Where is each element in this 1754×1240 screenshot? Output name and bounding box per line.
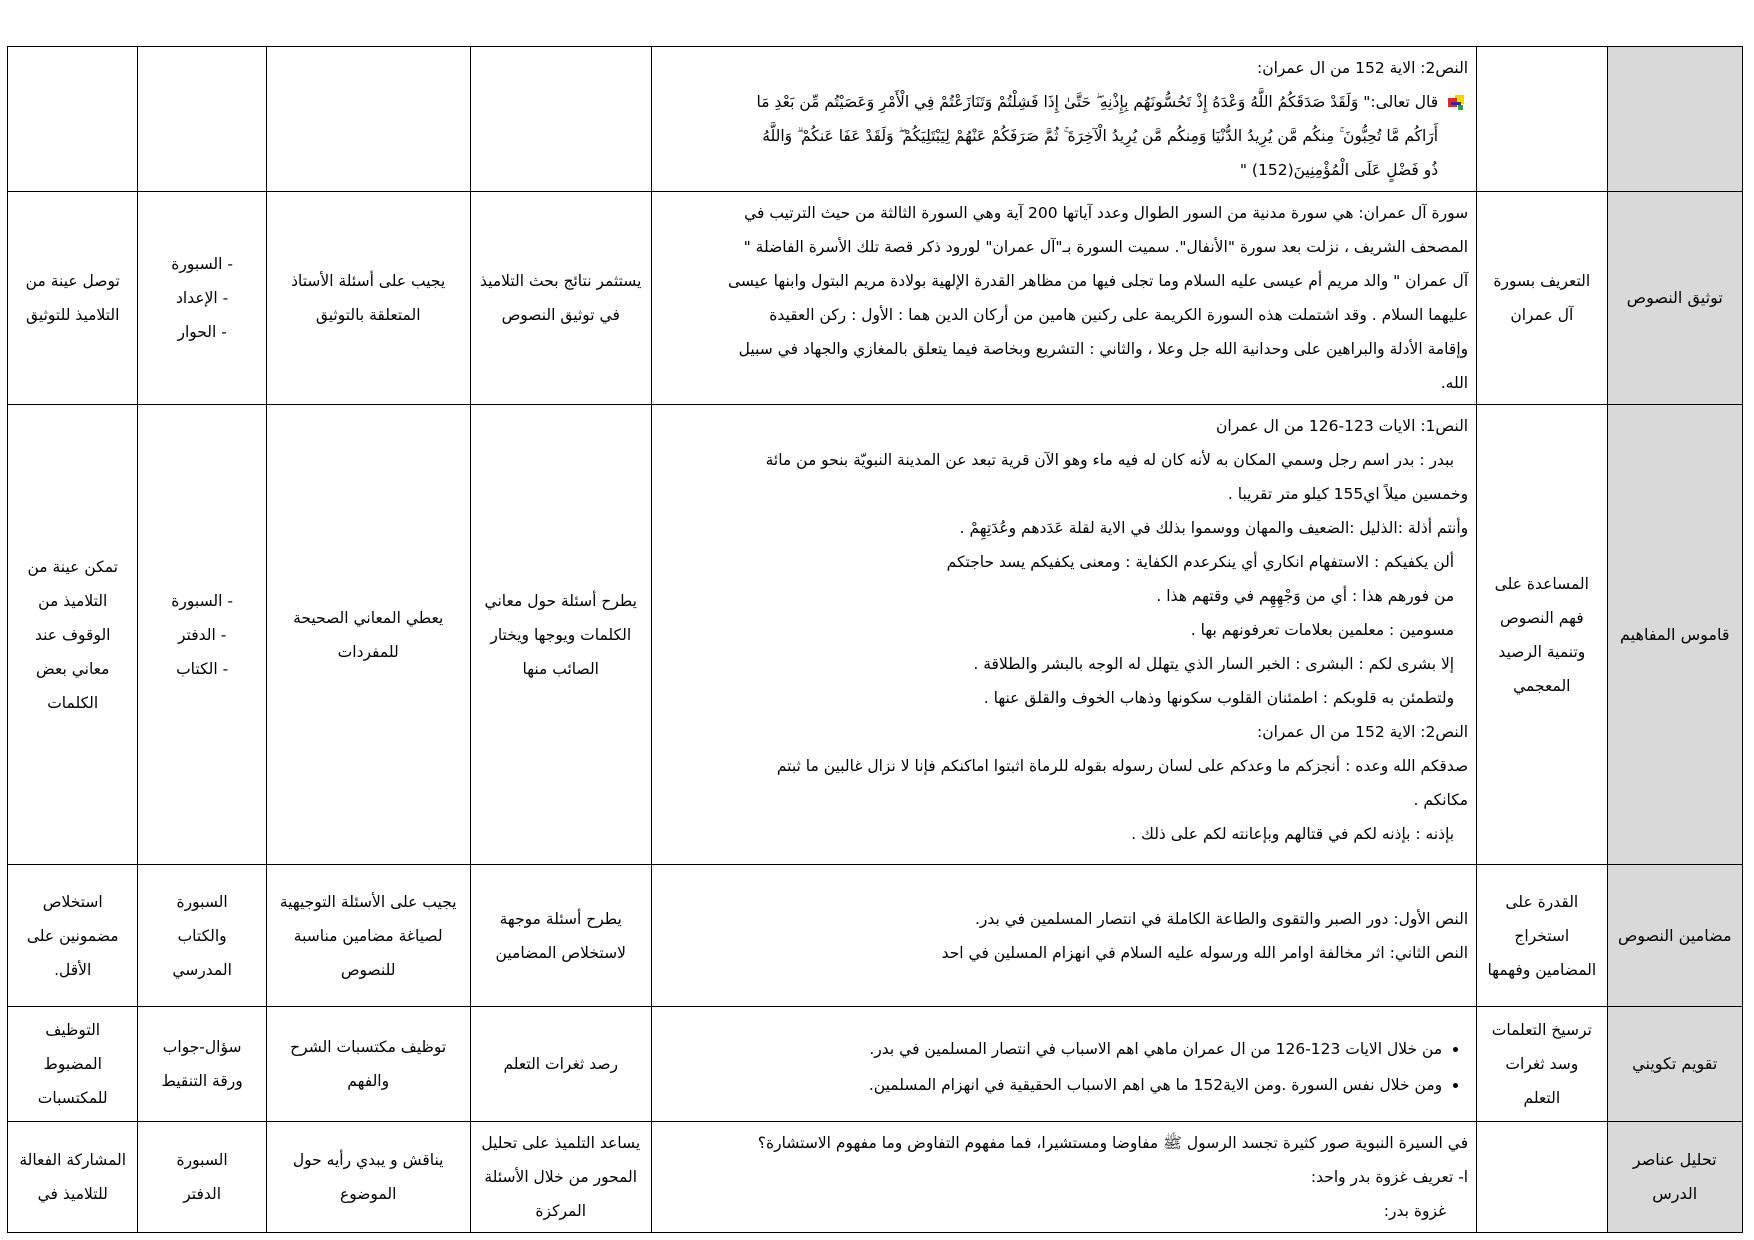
goal-cell: ترسيخ التعلمات وسد ثغرات التعلم [1477,1007,1607,1122]
support-item: السبورة [176,892,228,911]
goal-cell: التعريف بسورة آل عمران [1477,192,1607,405]
student-activity-cell: يناقش و يبدي رأيه حول الموضوع [266,1122,470,1233]
content-line: آل عمران " والد مريم أم عيسى عليه السلام وما تجلى فيها من مظاهر القدرة الإلهية بولادة مريم البتول وابنها عيسى [728,272,1469,290]
list-item: • من خلال الايات 123-126 من ال عمران ماهي اهم الاسباب في انتصار المسلمين في بدر. [660,1031,1442,1067]
content-line: مكانكم . [1413,791,1469,809]
content-line: ولتطمئن به قلوبكم : اطمئنان القلوب سكونها وذهاب الخوف والقلق عنها . [983,689,1455,707]
goal-cell [1477,1122,1607,1233]
support-cell [138,1122,266,1233]
content-line: سورة آل عمران: هي سورة مدنية من السور الطوال وعدد آياتها 200 آية وهي السورة الثالثة من حيث الترتيب في [744,204,1469,222]
content-line: أَرَاكُم مَّا تُحِبُّونَ ۚ مِنكُم مَّن يُرِيدُ الدُّنْيَا وَمِنكُم مَّن يُرِيدُ الْآخِرَةَ ۚ ثُمَّ صَرَفَكُمْ عَنْهُمْ لِيَبْتَلِيَكُمْ ۖ وَلَقَدْ عَفَا عَنكُمْ ۗ وَاللَّهُ [762,127,1439,145]
support-item: سؤال-جواب [162,1038,242,1056]
evaluation-cell: توصل عينة من التلاميذ للتوثيق [8,192,138,405]
support-item: الدفتر [183,1185,222,1203]
table-row [8,865,1743,1007]
content-line: وأنتم أذلة :الذليل :الضعيف والمهان ووسموا بذلك في الاية لقلة عَدَدهم وعُدَتِهِمْ . [959,519,1469,537]
teacher-activity-cell [470,47,651,192]
table-row [8,405,1743,865]
teacher-activity-cell: رصد ثغرات التعلم [470,1007,651,1122]
evaluation-cell: تمكن عينة من التلاميذ من الوقوف عند معاني بعض الكلمات [8,405,138,865]
teacher-activity-cell: يطرح أسئلة موجهة لاستخلاص المضامين [470,865,651,1007]
support-item: المدرسي [172,960,232,979]
list-item: • ومن خلال نفس السورة .ومن الاية152 ما هي اهم الاسباب الحقيقية في انهزام المسلمين. [660,1067,1442,1103]
goal-cell: المساعدة على فهم النصوص وتنمية الرصيد المعجمي [1477,405,1607,865]
content-line: النص2: الاية 152 من ال عمران: [1256,59,1469,77]
evaluation-cell: استخلاص مضمونين على الأقل. [8,865,138,1007]
student-activity-cell: يجيب على أسئلة الأستاذ المتعلقة بالتوثيق [266,192,470,405]
stage-cell: قاموس المفاهيم [1607,405,1742,865]
content-line: ذُو فَضْلٍ عَلَى الْمُؤْمِنِينَ(152) " [1239,161,1439,179]
content-line: إلا بشرى لكم : البشرى : الخبر السار الذي يتهلل له الوجه بالبشر والطلاقة . [973,655,1455,673]
content-cell [651,1122,1476,1233]
content-cell [651,47,1476,192]
stage-cell: تحليل عناصر الدرس [1607,1122,1742,1233]
evaluation-cell: التوظيف المضبوط للمكتسبات [8,1007,138,1122]
content-line: النص الأول: دور الصبر والتقوى والطاعة الكاملة في انتصار المسلمين في بدر. [974,909,1469,928]
table-row [8,47,1743,192]
bullet-list [660,1031,1468,1103]
content-cell [651,1007,1476,1122]
support-cell [138,192,266,405]
content-cell [651,865,1476,1007]
quran-quote [660,85,1468,187]
stage-cell [1607,47,1742,192]
table-row [8,1007,1743,1122]
support-item: - الحوار [177,323,227,341]
content-cell [651,192,1476,405]
support-item: - السبورة [171,255,233,273]
content-line: قال تعالى:" وَلَقَدْ صَدَقَكُمُ اللَّهُ وَعْدَهُ إِذْ تَحُسُّونَهُم بِإِذْنِهِ ۖ حَتَّىٰ إِذَا فَشِلْتُمْ وَتَنَازَعْتُمْ فِي الْأَمْرِ وَعَصَيْتُم مِّن بَعْدِ مَا [756,93,1439,111]
content-line: عليهما السلام . وقد اشتملت هذه السورة الكريمة على ركنين هامين من أركان الدين هما : الأول : ركن العقيدة [769,306,1469,324]
goal-cell: القدرة على استخراج المضامين وفهمها [1477,865,1607,1007]
table-row [8,192,1743,405]
teacher-activity-cell: يساعد التلميذ على تحليل المحور من خلال الأسئلة المركزة [470,1122,651,1233]
support-cell [138,865,266,1007]
goal-cell [1477,47,1607,192]
stage-cell: تقويم تكويني [1607,1007,1742,1122]
content-line: ألن يكفيكم : الاستفهام انكاري أي ينكرعدم الكفاية : ومعنى يكفيكم يسد حاجتكم [946,553,1455,571]
content-line: الله. [1440,374,1469,392]
content-line: ا- تعريف غزوة بدر واحد: [1310,1168,1469,1186]
support-cell [138,1007,266,1122]
support-item: ورقة التنقيط [161,1072,243,1090]
content-line: النص الثاني: اثر مخالفة اوامر الله ورسوله عليه السلام في انهزام المسلين في احد [941,943,1469,962]
support-item: - السبورة [171,591,233,610]
content-line: ببدر : بدر اسم رجل وسمي المكان به لأنه كان له فيه ماء وهو الآن قرية تبعد عن المدينة النبويّة بنحو من مائة [765,451,1455,469]
lesson-plan-table [7,46,1743,1233]
stage-cell: توثيق النصوص [1607,192,1742,405]
colored-square-bullet-icon [1448,95,1464,111]
content-line: صدقكم الله وعده : أنجزكم ما وعدكم على لسان رسوله بقوله للرماة اثبتوا اماكنكم فإنا لا نزال غالبين ما ثبتم [776,757,1469,775]
content-cell [651,405,1476,865]
evaluation-cell: المشاركة الفعالة للتلاميذ في [8,1122,138,1233]
support-cell [138,47,266,192]
content-line: المصحف الشريف ، نزلت بعد سورة "الأنفال". سميت السورة بـ"آل عمران" لورود ذكر قصة تلك الأسرة الفاضلة " [743,238,1469,256]
content-line: من فورهم هذا : أي من وَجْهِهِم في وقتهم هذا . [1156,587,1455,605]
teacher-activity-cell: يستثمر نتائج بحث التلاميذ في توثيق النصوص [470,192,651,405]
student-activity-cell [266,47,470,192]
support-item: السبورة [176,1151,228,1169]
content-line: وإقامة الأدلة والبراهين على وحدانية الله جل وعلا ، والثاني : التشريع وبخاصة فيما يتعلق بالمغازي والجهاد في سبيل [738,340,1469,358]
student-activity-cell: توظيف مكتسبات الشرح والفهم [266,1007,470,1122]
support-item: - الكتاب [176,659,229,678]
content-line: غزوة بدر: [1383,1202,1447,1220]
support-item: - الإعداد [176,289,229,307]
content-line: النص1: الايات 123-126 من ال عمران [1216,417,1469,435]
teacher-activity-cell: يطرح أسئلة حول معاني الكلمات ويوجها ويختار الصائب منها [470,405,651,865]
table-row [8,1122,1743,1233]
student-activity-cell: يجيب على الأسئلة التوجيهية لصياغة مضامين مناسبة للنصوص [266,865,470,1007]
support-cell [138,405,266,865]
content-line: في السيرة النبوية صور كثيرة تجسد الرسول ﷺ مفاوضا ومستشيرا، فما مفهوم التفاوض وما مفهوم الاستشارة؟ [757,1134,1469,1152]
evaluation-cell [8,47,138,192]
stage-cell: مضامين النصوص [1607,865,1742,1007]
content-line: مسومين : معلمين بعلامات تعرفونهم بها . [1190,621,1455,639]
content-line: النص2: الاية 152 من ال عمران: [1256,723,1469,741]
student-activity-cell: يعطي المعاني الصحيحة للمفردات [266,405,470,865]
content-line: بإذنه : بإذنه لكم في قتالهم وبإعانته لكم على ذلك . [1131,825,1455,843]
content-line: وخمسين ميلاً اي155 كيلو متر تقريبا . [1227,485,1469,503]
support-item: - الدفتر [177,625,227,644]
support-item: والكتاب [177,926,227,945]
